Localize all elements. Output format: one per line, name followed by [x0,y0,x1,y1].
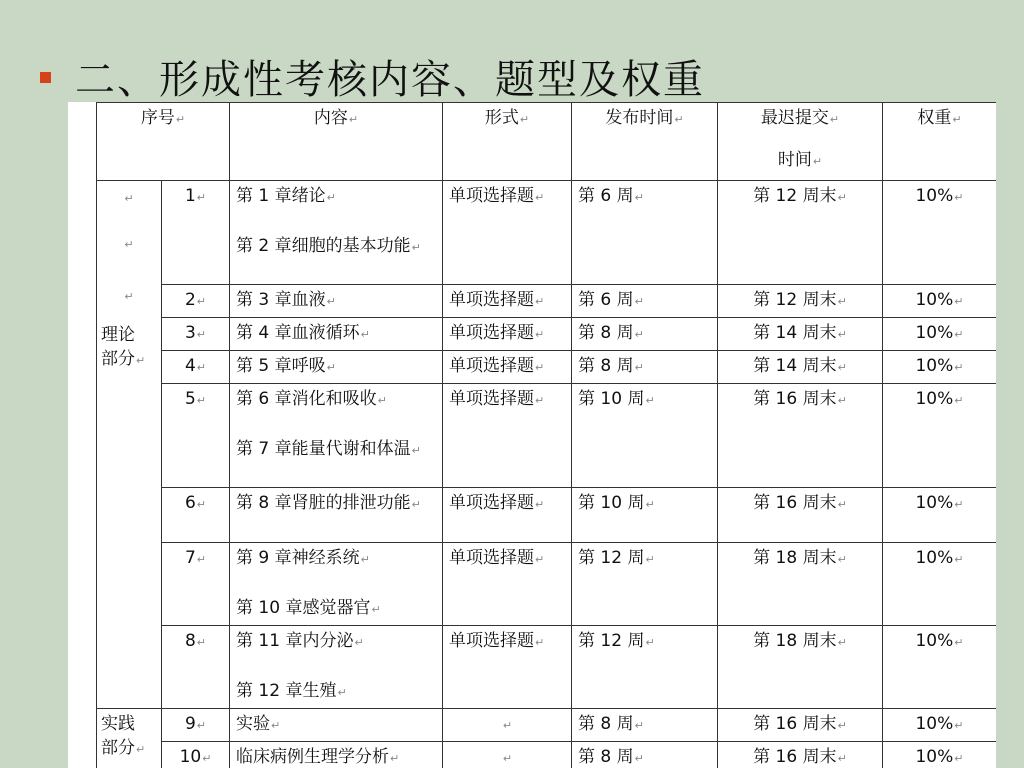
cell-deadline: 第 16 周末↵ [718,742,883,768]
cell-weight: 10%↵ [883,742,997,768]
cell-release: 第 10 周↵ [572,488,718,543]
header-deadline: 最迟提交↵ 时间↵ [718,103,883,181]
cell-form: 单项选择题↵ [443,318,572,351]
cell-content: 临床病例生理学分析↵ [230,742,443,768]
table-row [97,181,997,285]
cell-form: 单项选择题↵ [443,488,572,543]
cell-weight: 10%↵ [883,285,997,318]
group-practice-label: 实践 部分↵ [101,714,146,758]
cell-form: 单项选择题↵ [443,626,572,709]
cell-no: 6↵ [162,488,230,543]
cell-content: 第 9 章神经系统↵ 第 10 章感觉器官↵ [230,543,443,626]
cell-content: 第 1 章绪论↵ 第 2 章细胞的基本功能↵ [230,181,443,285]
cell-deadline: 第 16 周末↵ [718,488,883,543]
cell-no: 2↵ [162,285,230,318]
cell-weight: 10%↵ [883,384,997,488]
cell-weight: 10%↵ [883,543,997,626]
cell-weight: 10%↵ [883,709,997,742]
bullet-square-icon [40,72,51,83]
table-row [97,285,997,318]
cell-content: 第 3 章血液↵ [230,285,443,318]
cell-content: 第 4 章血液循环↵ [230,318,443,351]
group-theory-label: 理论 部分↵ [101,325,146,369]
cell-no: 3↵ [162,318,230,351]
cell-weight: 10%↵ [883,351,997,384]
header-release: 发布时间↵ [572,103,718,181]
cell-form: 单项选择题↵ [443,384,572,488]
cell-content: 第 6 章消化和吸收↵ 第 7 章能量代谢和体温↵ [230,384,443,488]
table-row [97,543,997,626]
cell-weight: 10%↵ [883,318,997,351]
cell-form: 单项选择题↵ [443,351,572,384]
cell-form: ↵ [443,742,572,768]
title-text: 二、形成性考核内容、题型及权重 [75,56,705,103]
cell-no: 4↵ [162,351,230,384]
cell-release: 第 12 周↵ [572,543,718,626]
cell-no: 5↵ [162,384,230,488]
header-content: 内容↵ [230,103,443,181]
slide-title [40,48,705,104]
cell-no: 8↵ [162,626,230,709]
cell-weight: 10%↵ [883,488,997,543]
cell-release: 第 12 周↵ [572,626,718,709]
header-form: 形式↵ [443,103,572,181]
cell-release: 第 8 周↵ [572,351,718,384]
table-panel [68,102,996,768]
cell-release: 第 10 周↵ [572,384,718,488]
cell-deadline: 第 18 周末↵ [718,543,883,626]
cell-deadline: 第 16 周末↵ [718,384,883,488]
cell-deadline: 第 12 周末↵ [718,181,883,285]
cell-form: 单项选择题↵ [443,543,572,626]
cell-form: 单项选择题↵ [443,285,572,318]
cell-release: 第 8 周↵ [572,318,718,351]
table-row [97,626,997,709]
cell-weight: 10%↵ [883,626,997,709]
table-row [97,384,997,488]
group-practice [97,709,162,768]
cell-no: 7↵ [162,543,230,626]
cell-release: 第 6 周↵ [572,285,718,318]
table-row [97,488,997,543]
header-row [97,103,997,181]
assessment-table [96,102,996,768]
cell-no: 1↵ [162,181,230,285]
cell-release: 第 6 周↵ [572,181,718,285]
cell-deadline: 第 16 周末↵ [718,709,883,742]
cell-form: ↵ [443,709,572,742]
table-row [97,709,997,742]
group-theory: ↵ ↵ ↵ 理论 部分↵ [97,181,162,709]
cell-no: 10↵ [162,742,230,768]
cell-content: 第 8 章肾脏的排泄功能↵ [230,488,443,543]
header-weight: 权重↵ [883,103,997,181]
table-row [97,351,997,384]
cell-content: 第 5 章呼吸↵ [230,351,443,384]
cell-deadline: 第 18 周末↵ [718,626,883,709]
table-row [97,318,997,351]
cell-deadline: 第 12 周末↵ [718,285,883,318]
table-row [97,742,997,768]
cell-deadline: 第 14 周末↵ [718,351,883,384]
cell-release: 第 8 周↵ [572,709,718,742]
cell-deadline: 第 14 周末↵ [718,318,883,351]
cell-content: 第 11 章内分泌↵ 第 12 章生殖↵ [230,626,443,709]
cell-form: 单项选择题↵ [443,181,572,285]
header-seq: 序号↵ [97,103,230,181]
cell-no: 9↵ [162,709,230,742]
cell-content: 实验↵ [230,709,443,742]
cell-release: 第 8 周↵ [572,742,718,768]
cell-weight: 10%↵ [883,181,997,285]
